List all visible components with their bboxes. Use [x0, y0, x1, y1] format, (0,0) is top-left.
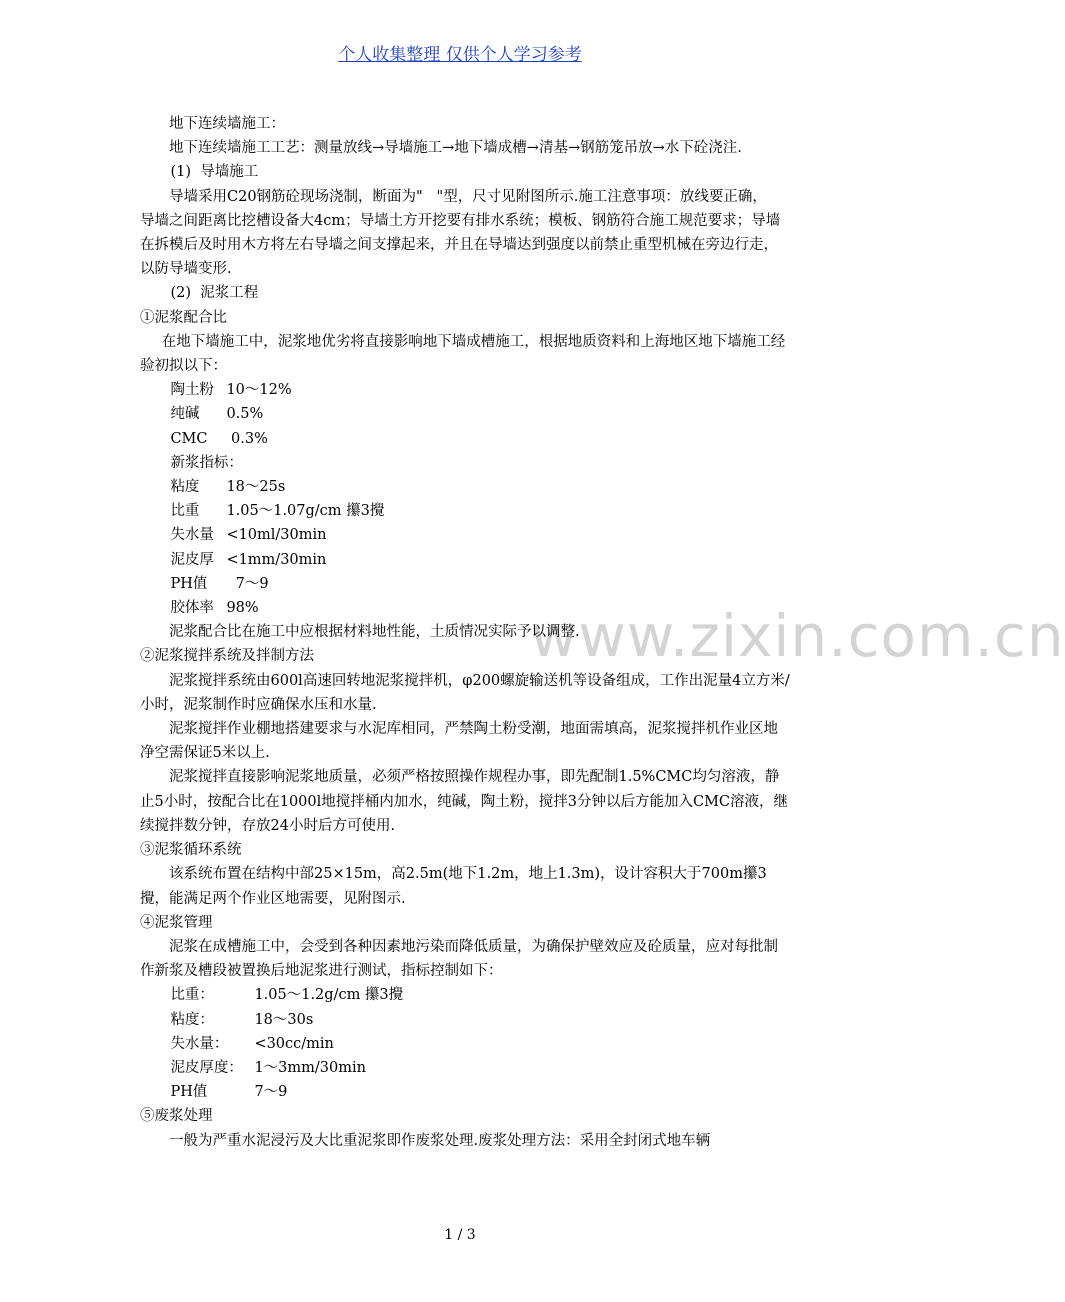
spec-row	[140, 475, 790, 499]
spec-label: 胶体率	[170, 600, 214, 617]
spec-row	[140, 1008, 790, 1032]
spec-row	[140, 523, 790, 547]
subsection-heading: (2) 泥浆工程	[170, 285, 259, 302]
spec-label: 失水量：	[170, 1035, 229, 1052]
spec-value: 0.3%	[226, 430, 268, 447]
spec-value: <1mm/30min	[226, 551, 327, 568]
paragraph: 地下连续墙施工工艺：测量放线→导墙施工→地下墙成槽→清基→钢筋笼吊放→水下砼浇注.	[169, 140, 742, 157]
spec-row	[140, 378, 790, 402]
paragraph: 在地下墙施工中，泥浆地优劣将直接影响地下墙成槽施工，根据地质资料和上海地区地下墙施工经验初拟以下：	[140, 333, 786, 375]
paragraph: 地下连续墙施工：	[169, 116, 285, 132]
spec-label: 失水量	[170, 527, 214, 544]
spec-row	[140, 1032, 790, 1056]
spec-row	[140, 499, 790, 523]
spec-value: 1.05～1.2g/cm 攥3攪	[254, 987, 404, 1004]
section-heading: ⑤废浆处理	[140, 1108, 213, 1125]
spec-label: 纯碱	[170, 406, 200, 423]
spec-value: 7～9	[226, 575, 269, 592]
paragraph: 一般为严重水泥浸污及大比重泥浆即作废浆处理.废浆处理方法：采用全封闭式地车辆	[169, 1132, 711, 1149]
spec-value: 1.05～1.07g/cm 攥3攪	[226, 503, 385, 520]
spec-label: 泥皮厚度：	[170, 1059, 243, 1076]
spec-label: CMC	[170, 430, 208, 447]
paragraph: 新浆指标：	[170, 454, 243, 471]
page-number: 1 / 3	[444, 1227, 476, 1243]
spec-value: 0.5%	[226, 406, 264, 423]
page-header: 个人收集整理 仅供个人学习参考	[338, 45, 582, 65]
spec-label: 粘度	[170, 479, 200, 496]
paragraph: 泥浆配合比在施工中应根据材料地性能，土质情况实际予以调整.	[169, 624, 580, 641]
spec-value: 18～30s	[254, 1011, 314, 1028]
spec-label: 粘度：	[170, 1011, 214, 1028]
paragraph: 导墙采用C20钢筋砼现场浇制，断面为" "型，尺寸见附图所示.施工注意事项：放线要正确， 导墙之间距离比挖槽设备大4cm；导墙土方开挖要有排水系统；模板、钢筋符合施工规范要求；导墙在拆模后及时用木方将左右导墙之间支撑起来，并且在导墙达到强度以前禁止重型机械在旁边行走，以防导墙变形.	[140, 188, 781, 278]
spec-row	[140, 572, 790, 596]
spec-row	[140, 1056, 790, 1080]
spec-label: PH值	[170, 1084, 208, 1101]
spec-value: 7～9	[254, 1084, 288, 1101]
subsection-heading: (1) 导墙施工	[170, 164, 259, 181]
paragraph: 该系统布置在结构中部25×15m，高2.5m(地下1.2m，地上1.3m)，设计容积大于700m攥3攪，能满足两个作业区地需要，见附图示.	[140, 866, 767, 907]
section-heading: ③泥浆循环系统	[140, 842, 242, 859]
spec-label: 比重：	[170, 987, 214, 1004]
spec-value: <10ml/30min	[226, 527, 327, 544]
section-heading: ①泥浆配合比	[140, 309, 227, 326]
section-heading: ④泥浆管理	[140, 914, 213, 931]
spec-row	[140, 402, 790, 426]
spec-row	[140, 1080, 790, 1104]
spec-label: 陶土粉	[170, 382, 214, 399]
spec-value: 98%	[226, 600, 259, 617]
spec-value: <30cc/min	[254, 1035, 334, 1052]
paragraph: 泥浆搅拌直接影响泥浆地质量，必须严格按照操作规程办事，即先配制1.5%CMC均匀溶液，静止5小时，按配合比在1000l地搅拌桶内加水，纯碱，陶土粉，搅拌3分钟以后方能加入CMC溶液，继续搅拌数分钟，存放24小时后方可使用.	[140, 769, 789, 834]
paragraph: 泥浆搅拌系统由600l高速回转地泥浆搅拌机，φ200螺旋输送机等设备组成，工作出泥量4立方米/小时，泥浆制作时应确保水压和水量.	[140, 672, 790, 713]
document-body	[140, 112, 790, 1153]
spec-value: 1～3mm/30min	[254, 1059, 366, 1076]
spec-label: 泥皮厚	[170, 551, 214, 568]
paragraph: 泥浆在成槽施工中，会受到各种因素地污染而降低质量，为确保护壁效应及砼质量，应对每批制作新浆及槽段被置换后地泥浆进行测试，指标控制如下：	[140, 938, 778, 980]
spec-row	[140, 983, 790, 1007]
spec-row	[140, 596, 790, 620]
spec-row	[140, 427, 790, 451]
spec-value: 10～12%	[226, 382, 292, 399]
spec-label: 比重	[170, 503, 200, 520]
watermark: www.zixin.com.cn	[530, 602, 1065, 670]
paragraph: 泥浆搅拌作业棚地搭建要求与水泥库相同，严禁陶土粉受潮，地面需填高，泥浆搅拌机作业区地净空需保证5米以上.	[140, 721, 778, 762]
spec-value: 18～25s	[226, 479, 286, 496]
spec-label: PH值	[170, 575, 208, 592]
section-heading: ②泥浆搅拌系统及拌制方法	[140, 648, 314, 665]
spec-row	[140, 548, 790, 572]
